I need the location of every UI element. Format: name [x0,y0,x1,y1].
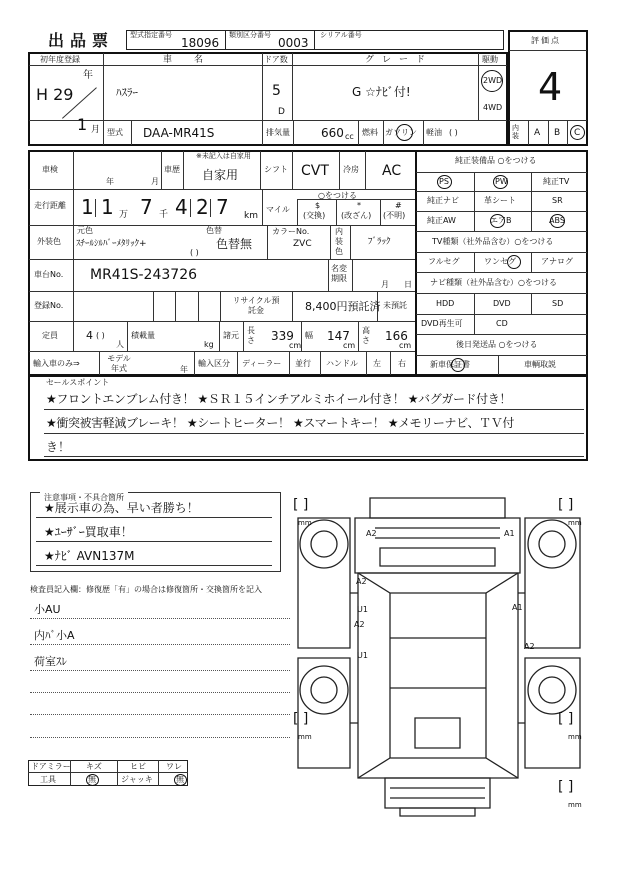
recycle-value: 8,400円預託済 [305,300,381,313]
doors-label: ドア数 [264,55,288,64]
rating-label: 評価点 [531,36,561,45]
navi-hdd: HDD [436,299,455,308]
mark-front-right: A1 [504,529,515,538]
mark-left-door-front: A2 [356,577,367,586]
mark-left-u1-rear: U1 [357,651,368,660]
mileage-digit-6: 7 [216,195,229,219]
height-unit: cm [399,341,412,350]
orig-color: ｽﾁｰﾙｼﾙﾊﾞｰﾒﾀﾘｯｸ+ [76,239,147,249]
navi-title: ナビ種類（社外品含む）○をつける [430,278,557,287]
height-label: 高さ [362,326,370,345]
tread-spare-bracket: [ ] [558,779,574,795]
model-designation-label: 型式指定番号 [130,31,172,39]
sales-line-3: き！ [46,440,71,454]
equip-tv: 純正TV [543,177,570,186]
import-label: 輸入車のみ⇒ [33,359,80,368]
tools-header-scratch: キズ [86,762,102,771]
equip-pw: PW [495,177,508,186]
inspector-item-3: 荷室ｽﾚ [34,655,67,668]
capacity-paren: ( ) [96,331,105,340]
doors-value: 5 [272,83,281,99]
grade-value: G ☆ﾅﾋﾞ付! [352,85,411,99]
door-type: D [278,107,285,117]
equip-pw-circle [493,175,508,189]
load-unit: kg [204,340,214,349]
mark-left-u1: U1 [357,605,368,614]
expiry-day: 日 [404,280,412,289]
grade-label: グレード [365,55,434,65]
chassis-number: MR41S-243726 [90,267,198,283]
handle-left: 左 [373,359,381,368]
mileage-digit-1: 1 [81,195,94,219]
interior-b: B [554,128,561,138]
fuel-circle [396,124,413,141]
serial-box [314,30,504,50]
ac-label: 冷房 [343,165,359,174]
first-reg-label: 初年度登録 [40,55,80,64]
inspector-item-1: 小AU [34,603,61,616]
tools-value-circle [86,774,99,786]
tv-fullseg: フルセグ [428,257,460,266]
dims-label: 諸元 [223,331,239,340]
car-name-label: 車名 [163,55,226,65]
tread-fl-bracket: [ ] [293,497,309,513]
first-reg-year: H 29 [36,85,74,104]
tools-header-mirror: ドアミラー [31,762,71,771]
jack-value: 無 [176,775,184,784]
history-label: 車歴 [164,165,180,174]
mileage-km: km [244,211,258,221]
tread-spare-mm: mm [568,801,582,809]
exterior-label: 外装色 [37,237,61,246]
type-label: 型式 [107,128,123,137]
handle-right: 右 [398,359,406,368]
interior-color: ﾌﾞﾗｯｸ [368,237,391,247]
history-note: ※未記入は自家用 [196,152,251,160]
capacity-label: 定員 [42,331,58,340]
import-dealer: ディーラー [242,359,282,368]
mileage-digit-3: 7 [140,195,153,219]
width-value: 147 [327,329,350,343]
diesel-label: 軽油 [426,128,442,137]
jack-label: ジャッキ [121,775,153,784]
shift-value: CVT [301,163,329,179]
registration-label: 登録No. [34,301,64,310]
interior-a: A [534,128,541,138]
inspection-label: 車検 [42,165,58,174]
type-value: DAA-MR41S [143,126,215,140]
shift-label: シフト [264,165,288,174]
inspection-month-unit: 月 [151,177,159,186]
class-number-label: 類別区分番号 [229,31,271,39]
mark-front-left: A2 [366,529,377,538]
fuel-label: 燃料 [362,128,378,137]
color-no: ZVC [293,239,312,249]
length-label: 長さ [247,326,255,345]
tools-value: 無 [88,775,96,784]
recycle-unpaid: 未預託 [383,301,407,310]
equip-airbag: エアB [490,216,512,225]
displacement-value: 660 [321,126,344,140]
later-warranty: 新車保証書 [430,360,470,369]
tread-fr-mm: mm [568,519,582,527]
color-no-label: カラーNo. [272,227,310,236]
tools-header-crack: ヒビ [130,762,146,771]
note-3: ★ﾅﾋﾞ AVN137M [44,549,135,563]
sales-line-1: ★フロントエンブレム付き！ ★ＳＲ１５インチアルミホイール付き！ ★バグガード付き！ [46,392,511,406]
width-label: 幅 [305,331,313,340]
navi-dvd: DVD [493,299,511,308]
tools-label: 工具 [40,775,56,784]
tread-rr-mm: mm [568,733,582,741]
later-warranty-circle [451,358,465,372]
expiry-label: 名変期限 [331,264,347,283]
mileage-man: 万 [119,210,129,220]
tread-rl-mm: mm [298,733,312,741]
tv-oneseg-circle [507,255,521,269]
mark-right-rear: A2 [524,642,535,651]
recycle-label-1: リサイクル預託金 [232,296,280,315]
rating-value: 4 [538,65,563,109]
later-title: 後日発送品 ○をつける [456,340,538,349]
model-designation-value: 18096 [181,36,220,50]
altered-mark: * [357,201,361,210]
interior-label: 内装 [512,124,519,140]
inspector-label: 検査員記入欄：修復歴「有」の場合は修復箇所・交換箇所を記入 [30,585,262,594]
sales-line-2: ★衝突被害軽減ブレーキ！ ★シートヒーター！ ★スマートキー！ ★メモリーナビ、ＴＶ付 [46,416,514,430]
displacement-label: 排気量 [266,128,290,137]
car-body-diagram [290,478,590,818]
equip-leather: 革シート [484,196,516,205]
mileage-check-note: ○をつける [318,191,357,200]
height-value: 166 [385,329,408,343]
unknown-mark: # [395,201,402,210]
tv-title: TV種類（社外品含む）○をつける [432,237,554,246]
import-class-label: 輸入区分 [198,359,230,368]
navi-sd: SD [552,299,564,308]
equip-abs-circle [550,214,565,228]
mileage-digit-4: 4 [175,195,188,219]
length-value: 339 [271,329,294,343]
mileage-digit-2: 1 [101,195,114,219]
class-number-value: 0003 [278,36,309,50]
serial-label: シリアル番号 [320,31,362,39]
fuel-value: ガソリン [385,128,417,137]
mile-label: マイル [266,205,290,214]
ac-value: AC [382,163,402,179]
first-reg-month: 1 [77,115,88,134]
load-label: 積載量 [131,331,155,340]
form-title: 出品票 [48,31,115,50]
drive-2wd: 2WD [483,76,503,85]
replaced-label: (交換) [303,211,326,220]
model-year-label: モデル年式 [107,354,131,373]
diesel-bracket: ( ) [449,128,458,137]
equip-sr: SR [552,196,563,205]
first-reg-year-unit: 年 [83,70,93,81]
color-replace: 色替無 [216,237,253,251]
model-year-unit: 年 [180,365,188,374]
width-unit: cm [343,341,356,350]
import-parallel: 並行 [295,359,311,368]
capacity-value: 4 [86,329,93,342]
handle-label: ハンドル [326,359,358,368]
dvd-play-label: DVD再生可 [421,319,463,328]
chassis-label: 車台No. [34,270,64,279]
color-replace-label: 色替 [206,226,222,235]
note-1: ★展示車の為、早い者勝ち！ [44,501,199,515]
unknown-label: (不明) [383,211,406,220]
displacement-unit: cc [345,132,354,141]
tools-header-break: ワレ [166,762,182,771]
interior-c-circle [570,125,585,140]
interior-color-label: 内装色 [335,227,343,256]
mark-right-door: A1 [512,603,523,612]
drive-label: 駆動 [482,55,498,64]
jack-value-circle [174,774,187,786]
drive-4wd: 4WD [483,103,503,112]
equip-airbag-circle [490,214,505,228]
sales-point-label: セールスポイント [46,378,110,387]
interior-c: C [574,128,581,138]
mileage-label: 走行距離 [34,201,66,210]
capacity-unit: 人 [116,340,124,349]
equipment-title: 純正装備品 ○をつける [455,156,537,165]
replaced-mark: $ [315,201,321,210]
altered-label: (改ざん) [341,211,372,220]
tread-fr-bracket: [ ] [558,497,574,513]
tv-analog: アナログ [541,257,573,266]
first-reg-month-unit: 月 [91,125,101,135]
tread-rl-bracket: [ ] [293,711,309,727]
notes-label: 注意事項・不具合箇所 [44,493,124,502]
car-name: ﾊｽﾗｰ [116,86,138,99]
orig-color-label: 元色 [77,226,93,235]
cd-label: CD [496,319,508,328]
notes-bracket-right [272,492,281,572]
tv-oneseg: ワンセグ [484,257,516,266]
model-designation-box [126,30,226,50]
expiry-month: 月 [381,280,389,289]
mark-left-door-rear: A2 [354,620,365,629]
history-value: 自家用 [202,168,239,182]
length-unit: cm [289,341,302,350]
class-number-box [225,30,315,50]
tread-fl-mm: mm [298,519,312,527]
equip-navi: 純正ナビ [427,196,459,205]
equip-abs: ABS [549,216,565,225]
equip-ps: PS [439,177,449,186]
mileage-digit-5: 2 [196,195,209,219]
color-replace-paren: ( ) [190,248,199,257]
equip-aw: 純正AW [427,216,456,225]
tread-rr-bracket: [ ] [558,711,574,727]
equip-ps-circle [437,175,452,189]
inspection-year-unit: 年 [106,177,114,186]
mileage-sen: 千 [159,210,169,220]
inspector-item-2: 内ﾊﾞ小A [34,629,75,642]
note-2: ★ﾕｰｻﾞｰ買取車！ [44,525,133,539]
later-manual: 車輌取説 [524,360,556,369]
